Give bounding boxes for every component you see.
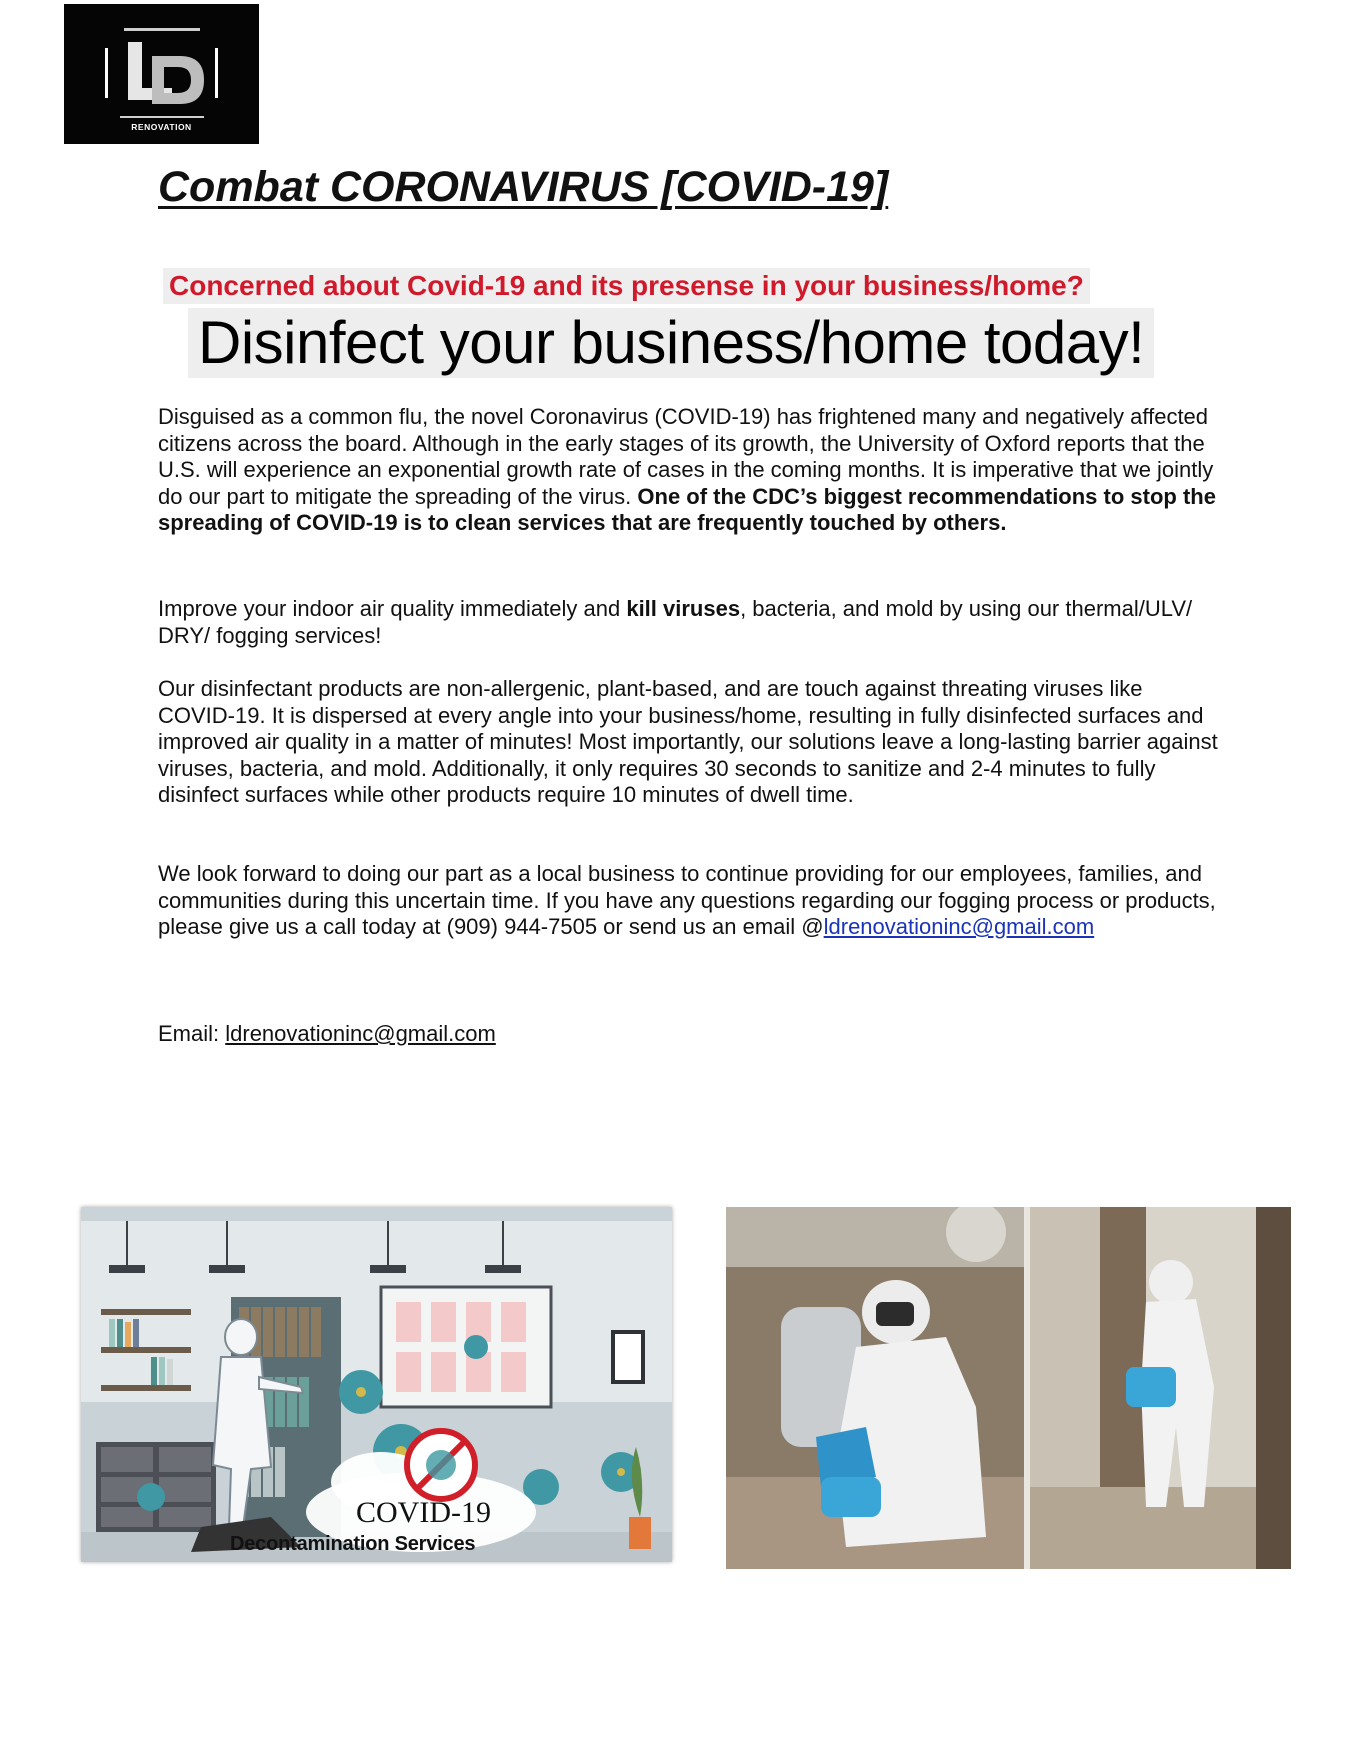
concern-subheading: Concerned about Covid-19 and its presense in your business/home? xyxy=(163,268,1090,304)
intro-text: Disguised as a common flu, the novel Coronavirus (COVID-19) has frightened many and negatively affected citizens across the board. Although in the early stages of its growth, the University of Oxford reports that the U.S. will experience an exponential growth rate of cases in the coming months. It is imperative that we jointly do our part to mitigate the spreading of the virus. xyxy=(158,404,1214,509)
air-quality-text-before: Improve your indoor air quality immediately and xyxy=(158,596,627,621)
email-link[interactable]: ldrenovationinc@gmail.com xyxy=(823,914,1095,939)
cdc-recommendation: One of the CDC’s biggest recommendations to stop the spreading of COVID-19 is to clean services that are frequently touched by others. xyxy=(158,483,1216,535)
intro-paragraph xyxy=(158,404,1218,537)
contact-paragraph-text: We look forward to doing our part as a local business to continue providing for our employees, families, and communities during this uncertain time. If you have any questions regarding our fogging process or products, please give us a call today at (909) 944-7505 or send us an email @ xyxy=(158,861,1216,939)
illustration-caption-covid: COVID-19 xyxy=(356,1496,491,1529)
kill-viruses-emphasis: kill viruses xyxy=(626,596,741,621)
headline: Disinfect your business/home today! xyxy=(188,308,1154,378)
page-title: Combat CORONAVIRUS [COVID-19] xyxy=(158,163,889,211)
email-address-link[interactable]: ldrenovationinc@gmail.com xyxy=(225,1021,496,1046)
company-logo xyxy=(64,4,259,144)
contact-paragraph xyxy=(158,861,1218,941)
fogging-photo xyxy=(726,1207,1291,1569)
illustration-caption-decontamination: Decontamination Services xyxy=(230,1533,476,1555)
air-quality-text-after: , bacteria, and mold by using our thermal/ULV/ DRY/ fogging services! xyxy=(158,596,1193,648)
air-quality-paragraph xyxy=(158,596,1218,649)
logo-subtitle: RENOVATION xyxy=(131,122,192,132)
email-label: Email: xyxy=(158,1021,226,1046)
email-line xyxy=(158,1021,1218,1048)
products-paragraph: Our disinfectant products are non-allergenic, plant-based, and are touch against threating viruses like COVID-19. It is dispersed at every angle into your business/home, resulting in fully disinfected surfaces and improved air quality in a matter of minutes! Most importantly, our solutions leave a long-lasting barrier against viruses, bacteria, and mold. Additionally, it only requires 30 seconds to sanitize and 2-4 minutes to fully disinfect surfaces while other products require 10 minutes of dwell time. xyxy=(158,676,1218,807)
